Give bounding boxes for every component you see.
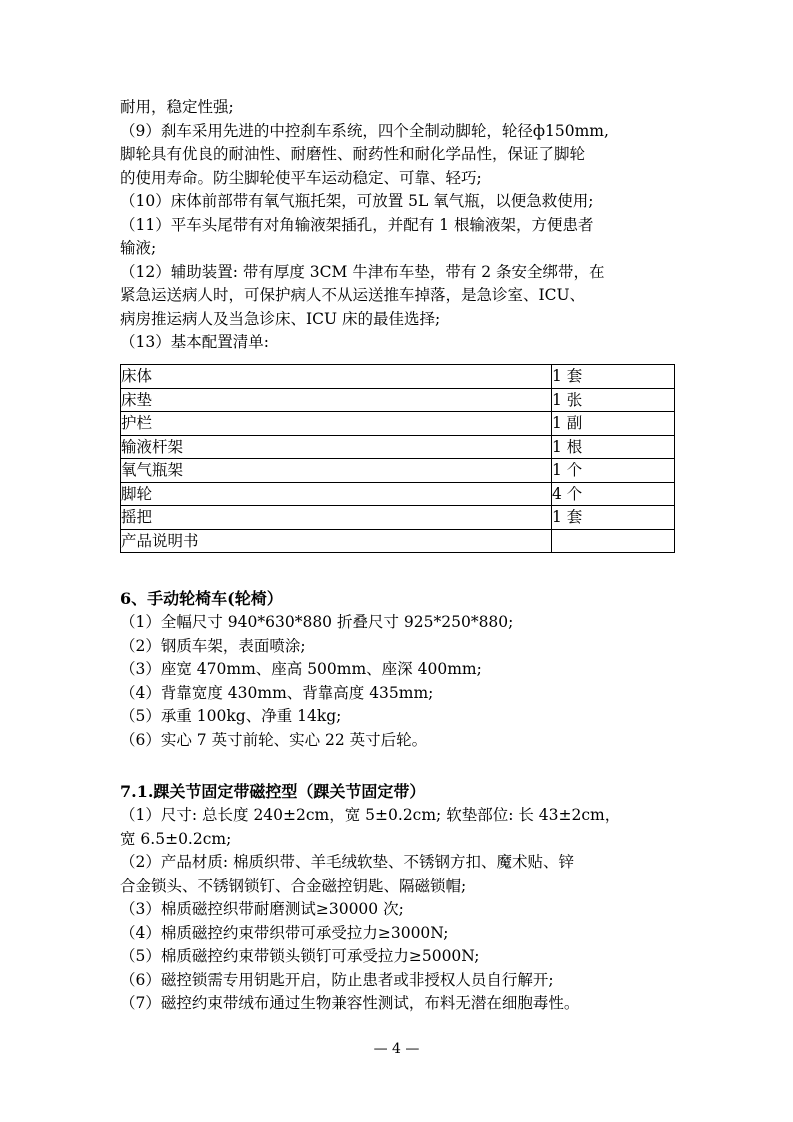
- table-cell-qty: [552, 529, 675, 553]
- table-cell-qty: 4 个: [552, 482, 675, 506]
- paragraph-line: （2）产品材质: 棉质织带、羊毛绒软垫、不锈钢方扣、魔术贴、锌: [120, 853, 575, 871]
- paragraph-line: （1）全幅尺寸 940*630*880 折叠尺寸 925*250*880;: [120, 613, 514, 631]
- table-cell-item: 氧气瓶架: [121, 459, 552, 483]
- table-row: [121, 506, 675, 530]
- section-wheelchair: [120, 587, 680, 752]
- table-cell-item: 输液杆架: [121, 435, 552, 459]
- paragraph-line: 病房推运病人及当急诊床、ICU 床的最佳选择;: [120, 309, 441, 328]
- table-cell-qty: 1 张: [552, 388, 675, 412]
- table-cell-item: 床体: [121, 365, 552, 389]
- table-row: [121, 412, 675, 436]
- section-heading: 7.1.踝关节固定带磁控型（踝关节固定带）: [120, 782, 426, 801]
- paragraph-line: （5）承重 100kg、净重 14kg;: [120, 707, 342, 725]
- table-row: [121, 482, 675, 506]
- section-ankle-strap: [120, 780, 680, 1016]
- paragraph-line: （7）磁控约束带绒布通过生物兼容性测试，布料无潜在细胞毒性。: [120, 994, 580, 1012]
- paragraph-line: 脚轮具有优良的耐油性、耐磨性、耐药性和耐化学品性，保证了脚轮: [120, 145, 586, 163]
- table-cell-qty: 1 根: [552, 435, 675, 459]
- table-cell-item: 床垫: [121, 388, 552, 412]
- table-cell-item: 脚轮: [121, 482, 552, 506]
- table-cell-qty: 1 套: [552, 365, 675, 389]
- paragraph-line: （5）棉质磁控约束带锁头锁钉可承受拉力≥5000N;: [120, 947, 480, 965]
- paragraph-line: （13）基本配置清单:: [120, 333, 269, 351]
- paragraph-line: 的使用寿命。防尘脚轮使平车运动稳定、可靠、轻巧;: [120, 168, 482, 187]
- paragraph-line: （2）钢质车架，表面喷涂;: [120, 636, 306, 655]
- paragraph-line: （4）背靠宽度 430mm、背靠高度 435mm;: [120, 683, 434, 702]
- table-row: [121, 529, 675, 553]
- paragraph-line: （4）棉质磁控约束带织带可承受拉力≥3000N;: [120, 923, 449, 942]
- paragraph-line: （9）刹车采用先进的中控刹车系统，四个全制动脚轮，轮径ф150mm,: [120, 121, 609, 140]
- paragraph-line: 紧急运送病人时，可保护病人不从运送推车掉落，是急诊室、ICU、: [120, 286, 586, 304]
- paragraph-line: 合金锁头、不锈钢锁钉、合金磁控钥匙、隔磁锁帽;: [120, 876, 467, 895]
- table-row: [121, 459, 675, 483]
- paragraph-line: （10）床体前部带有氧气瓶托架，可放置 5L 氧气瓶，以便急救使用;: [120, 192, 594, 210]
- paragraph-line: （11）平车头尾带有对角输液架插孔，并配有 1 根输液架，方便患者: [120, 215, 594, 234]
- paragraph-line: （6）磁控锁需专用钥匙开启，防止患者或非授权人员自行解开;: [120, 970, 554, 989]
- paragraph-line: （3）座宽 470mm、座高 500mm、座深 400mm;: [120, 660, 482, 678]
- table-cell-item: 护栏: [121, 412, 552, 436]
- table-cell-item: 摇把: [121, 506, 552, 530]
- stretcher-spec-continued: [120, 96, 680, 355]
- paragraph-line: 宽 6.5±0.2cm;: [120, 829, 232, 848]
- basic-config-table: [120, 364, 675, 553]
- paragraph-line: （1）尺寸: 总长度 240±2cm，宽 5±0.2cm; 软垫部位: 长 43±2cm，: [120, 806, 621, 824]
- section-heading: 6、手动轮椅车(轮椅）: [120, 589, 283, 608]
- table-cell-qty: 1 套: [552, 506, 675, 530]
- page-number: — 4 —: [373, 1041, 420, 1057]
- paragraph-line: （12）辅助装置: 带有厚度 3CM 牛津布车垫，带有 2 条安全绑带，在: [120, 262, 605, 281]
- table-row: [121, 365, 675, 389]
- table-cell-qty: 1 副: [552, 412, 675, 436]
- table-row: [121, 435, 675, 459]
- table-cell-item: 产品说明书: [121, 529, 552, 553]
- paragraph-line: （3）棉质磁控织带耐磨测试≥30000 次;: [120, 900, 404, 918]
- paragraph-line: 输液;: [120, 239, 157, 257]
- table-cell-qty: 1 个: [552, 459, 675, 483]
- paragraph-line: （6）实心 7 英寸前轮、实心 22 英寸后轮。: [120, 730, 428, 749]
- table-row: [121, 388, 675, 412]
- paragraph-line: 耐用，稳定性强;: [120, 98, 234, 116]
